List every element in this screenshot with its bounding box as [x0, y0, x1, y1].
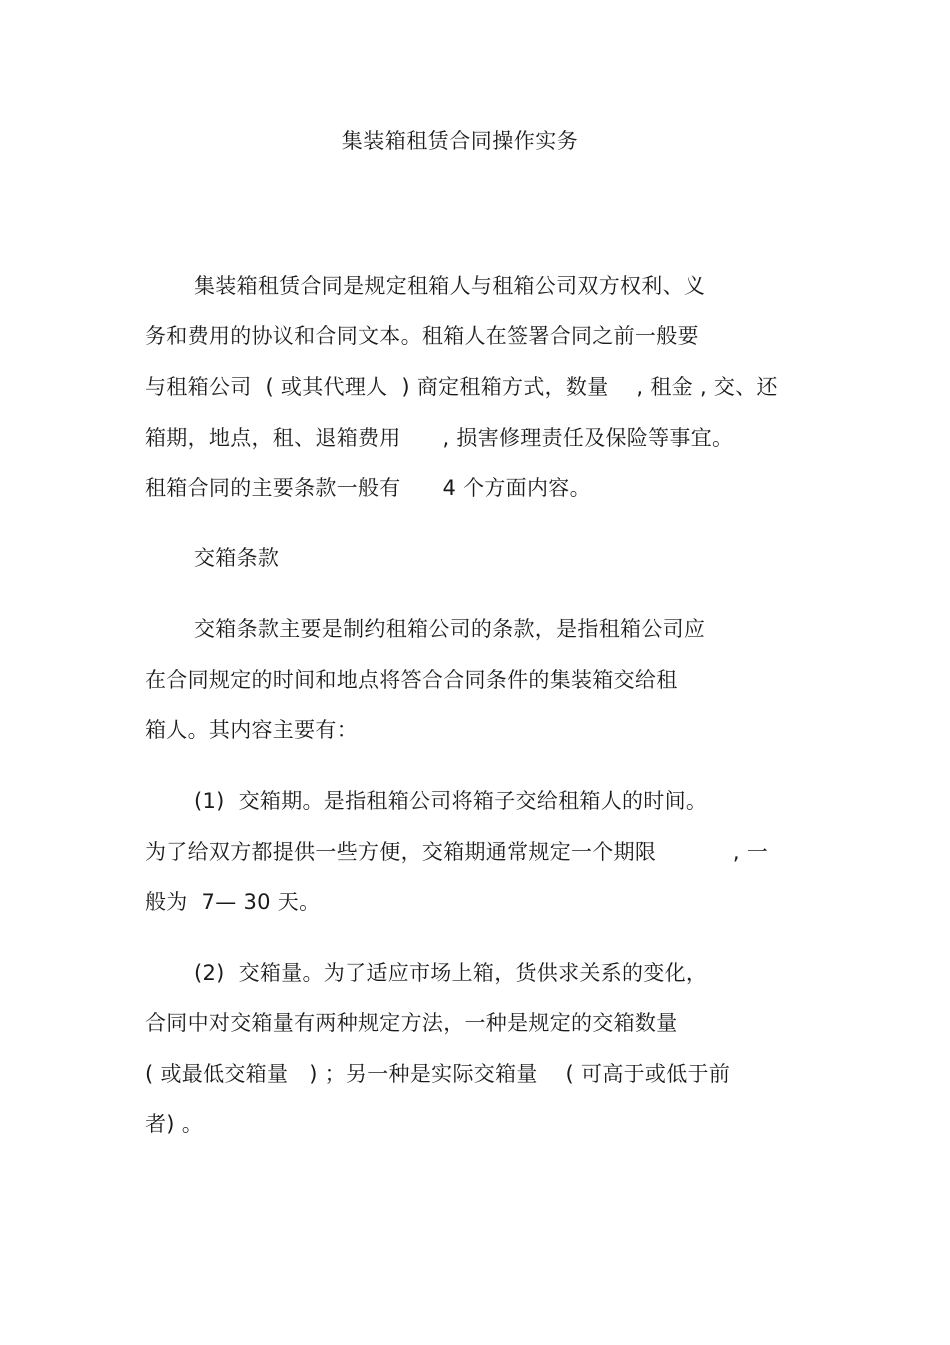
section-heading: 交箱条款: [194, 546, 280, 570]
list-item-line: (2) 交箱量。为了适应市场上箱，货供求关系的变化，: [194, 961, 708, 985]
paragraph-line: 集装箱租赁合同是规定租箱人与租箱公司双方权利、义: [194, 274, 706, 298]
list-item-line: 者) 。: [145, 1112, 204, 1136]
paragraph-line: 租箱合同的主要条款一般有 4 个方面内容。: [145, 476, 591, 500]
list-item-line: 合同中对交箱量有两种规定方法，一种是规定的交箱数量: [145, 1011, 678, 1035]
paragraph-line: 务和费用的协议和合同文本。租箱人在签署合同之前一般要: [145, 324, 699, 348]
list-item-line: 般为 7— 30 天。: [145, 890, 321, 914]
paragraph-line: 在合同规定的时间和地点将答合合同条件的集装箱交给租: [145, 668, 678, 692]
paragraph-line: 与租箱公司 ( 或其代理人 ) 商定租箱方式，数量 , 租金 , 交、还: [145, 375, 778, 399]
document-title: 集装箱租赁合同操作实务: [341, 129, 579, 153]
paragraph-line: 箱人。其内容主要有：: [145, 718, 358, 742]
paragraph-line: 交箱条款主要是制约租箱公司的条款，是指租箱公司应: [194, 617, 706, 641]
paragraph-line: 箱期，地点，租、退箱费用 , 损害修理责任及保险等事宜。: [145, 426, 734, 450]
list-item-line: (1) 交箱期。是指租箱公司将箱子交给租箱人的时间。: [194, 789, 708, 813]
list-item-line: ( 或最低交箱量 ) ；另一种是实际交箱量 ( 可高于或低于前: [145, 1062, 731, 1086]
list-item-line: 为了给双方都提供一些方便，交箱期通常规定一个期限 , 一: [145, 840, 769, 864]
